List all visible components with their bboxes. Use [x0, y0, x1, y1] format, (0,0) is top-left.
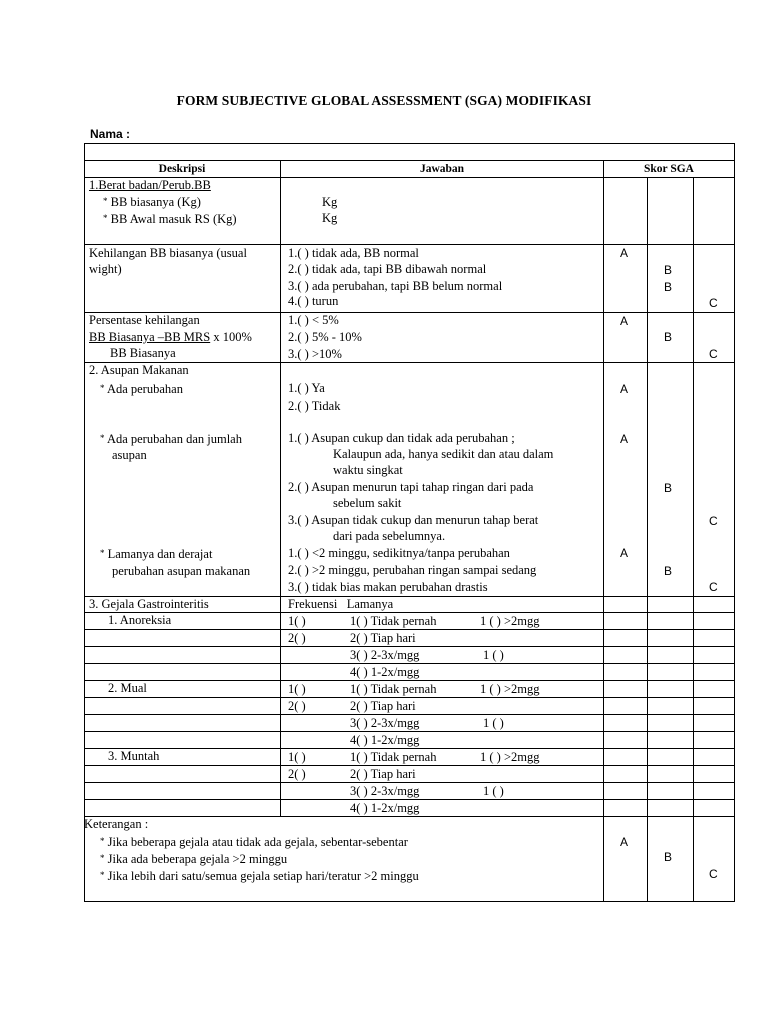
kehilangan-option[interactable]: 1.( ) tidak ada, BB normal: [288, 246, 419, 260]
header-deskripsi: Deskripsi: [158, 163, 206, 175]
persentase-option[interactable]: 3.( ) >10%: [288, 347, 342, 361]
grade-b: B: [664, 564, 673, 578]
lamanya-label-1: * Lamanya dan derajat: [100, 547, 213, 561]
sec3-title: 3. Gejala Gastrointeritis: [89, 597, 209, 611]
grade-c: C: [709, 347, 718, 361]
grade-b: B: [664, 330, 673, 344]
ada-perubahan-label: * Ada perubahan: [100, 382, 183, 396]
jumlah-option-1[interactable]: 1.( ) Asupan cukup dan tidak ada perubahan ;: [288, 431, 515, 445]
symptom-muntah: 3. Muntah: [108, 749, 160, 763]
lamanya-option[interactable]: 1 ( ): [483, 784, 504, 798]
kehilangan-option[interactable]: 4.( ) turun: [288, 294, 339, 308]
lamanya-option[interactable]: 3( ) 2-3x/mgg: [350, 784, 420, 798]
symptom-mual: 2. Mual: [108, 681, 147, 695]
persentase-label-1: Persentase kehilangan: [89, 313, 200, 327]
lamanya-option[interactable]: 1( ) Tidak pernah: [350, 614, 437, 628]
keterangan-item: * Jika ada beberapa gejala >2 minggu: [100, 852, 288, 866]
jumlah-option-2-cont: sebelum sakit: [333, 496, 402, 510]
sec1-bb-biasanya: * BB biasanya (Kg): [103, 195, 201, 209]
grade-c: C: [709, 867, 718, 881]
lamanya-option[interactable]: 3( ) 2-3x/mgg: [350, 716, 420, 730]
lamanya-option[interactable]: 2( ) Tiap hari: [350, 767, 416, 781]
lamanya-option[interactable]: 1 ( ) >2mgg: [480, 750, 540, 764]
lamanya-label-2: perubahan asupan makanan: [112, 564, 251, 578]
jumlah-option-3-cont: dari pada sebelumnya.: [333, 529, 446, 543]
grade-c: C: [709, 580, 718, 594]
lamanya-option[interactable]: 4( ) 1-2x/mgg: [350, 801, 420, 815]
frekuensi-option[interactable]: 2( ): [288, 699, 306, 713]
persentase-option[interactable]: 1.( ) < 5%: [288, 313, 339, 327]
persentase-option[interactable]: 2.( ) 5% - 10%: [288, 330, 362, 344]
lamanya-option[interactable]: 2.( ) >2 minggu, perubahan ringan sampai sedang: [288, 563, 537, 577]
frekuensi-option[interactable]: 2( ): [288, 767, 306, 781]
grade-b: B: [664, 481, 673, 495]
symptom-anoreksia: 1. Anoreksia: [108, 613, 172, 627]
jumlah-asupan-label-1: * Ada perubahan dan jumlah: [100, 432, 242, 446]
lamanya-option[interactable]: 3.( ) tidak bias makan perubahan drastis: [288, 580, 488, 594]
grade-a: A: [620, 314, 629, 328]
kg-label-1: Kg: [322, 195, 338, 209]
kehilangan-option[interactable]: 3.( ) ada perubahan, tapi BB belum normal: [288, 279, 503, 293]
lamanya-option[interactable]: 3( ) 2-3x/mgg: [350, 648, 420, 662]
ada-perubahan-option[interactable]: 2.( ) Tidak: [288, 399, 341, 413]
keterangan-title: Keterangan :: [84, 817, 149, 831]
persentase-formula: BB Biasanya –BB MRS x 100%: [89, 330, 252, 344]
lamanya-option[interactable]: 1 ( ) >2mgg: [480, 682, 540, 696]
grade-b: B: [664, 280, 673, 294]
kg-label-2: Kg: [322, 211, 338, 225]
grade-a: A: [620, 382, 629, 396]
kehilangan-label-2: wight): [89, 262, 122, 276]
lamanya-option[interactable]: 1.( ) <2 minggu, sedikitnya/tanpa perubahan: [288, 546, 510, 560]
jumlah-option-3[interactable]: 3.( ) Asupan tidak cukup dan menurun tahap berat: [288, 513, 539, 527]
persentase-denominator: BB Biasanya: [110, 346, 176, 360]
nama-label: Nama :: [90, 127, 131, 141]
grade-c: C: [709, 296, 718, 310]
kehilangan-label-1: Kehilangan BB biasanya (usual: [89, 246, 247, 260]
jumlah-asupan-label-2: asupan: [112, 448, 147, 462]
lamanya-option[interactable]: 4( ) 1-2x/mgg: [350, 665, 420, 679]
jumlah-option-1-cont: waktu singkat: [333, 463, 403, 477]
grade-b: B: [664, 850, 673, 864]
grade-a: A: [620, 432, 629, 446]
keterangan-item: * Jika beberapa gejala atau tidak ada gejala, sebentar-sebentar: [100, 835, 408, 849]
header-skor: Skor SGA: [644, 163, 694, 175]
form-title: FORM SUBJECTIVE GLOBAL ASSESSMENT (SGA) MODIFIKASI: [176, 93, 592, 108]
grade-a: A: [620, 246, 629, 260]
sec2-title: 2. Asupan Makanan: [89, 363, 189, 377]
grade-a: A: [620, 835, 629, 849]
frekuensi-option[interactable]: 1( ): [288, 750, 306, 764]
frekuensi-option[interactable]: 2( ): [288, 631, 306, 645]
lamanya-option[interactable]: 1 ( ): [483, 648, 504, 662]
lamanya-option[interactable]: 2( ) Tiap hari: [350, 631, 416, 645]
grade-b: B: [664, 263, 673, 277]
lamanya-option[interactable]: 1( ) Tidak pernah: [350, 750, 437, 764]
frekuensi-option[interactable]: 1( ): [288, 682, 306, 696]
frekuensi-lamanya-header: Frekuensi Lamanya: [288, 597, 394, 611]
keterangan-item: * Jika lebih dari satu/semua gejala setiap hari/teratur >2 minggu: [100, 869, 419, 883]
kehilangan-option[interactable]: 2.( ) tidak ada, tapi BB dibawah normal: [288, 262, 487, 276]
jumlah-option-2[interactable]: 2.( ) Asupan menurun tapi tahap ringan dari pada: [288, 480, 534, 494]
lamanya-option[interactable]: 1 ( ): [483, 716, 504, 730]
ada-perubahan-option[interactable]: 1.( ) Ya: [288, 381, 325, 395]
grade-c: C: [709, 514, 718, 528]
sec1-bb-awal: * BB Awal masuk RS (Kg): [103, 212, 237, 226]
header-jawaban: Jawaban: [419, 163, 465, 175]
frekuensi-option[interactable]: 1( ): [288, 614, 306, 628]
sec1-title: 1.Berat badan/Perub.BB: [89, 178, 211, 192]
lamanya-option[interactable]: 1( ) Tidak pernah: [350, 682, 437, 696]
lamanya-option[interactable]: 1 ( ) >2mgg: [480, 614, 540, 628]
grade-a: A: [620, 546, 629, 560]
lamanya-option[interactable]: 2( ) Tiap hari: [350, 699, 416, 713]
lamanya-option[interactable]: 4( ) 1-2x/mgg: [350, 733, 420, 747]
jumlah-option-1-cont: Kalaupun ada, hanya sedikit dan atau dalam: [333, 447, 554, 461]
